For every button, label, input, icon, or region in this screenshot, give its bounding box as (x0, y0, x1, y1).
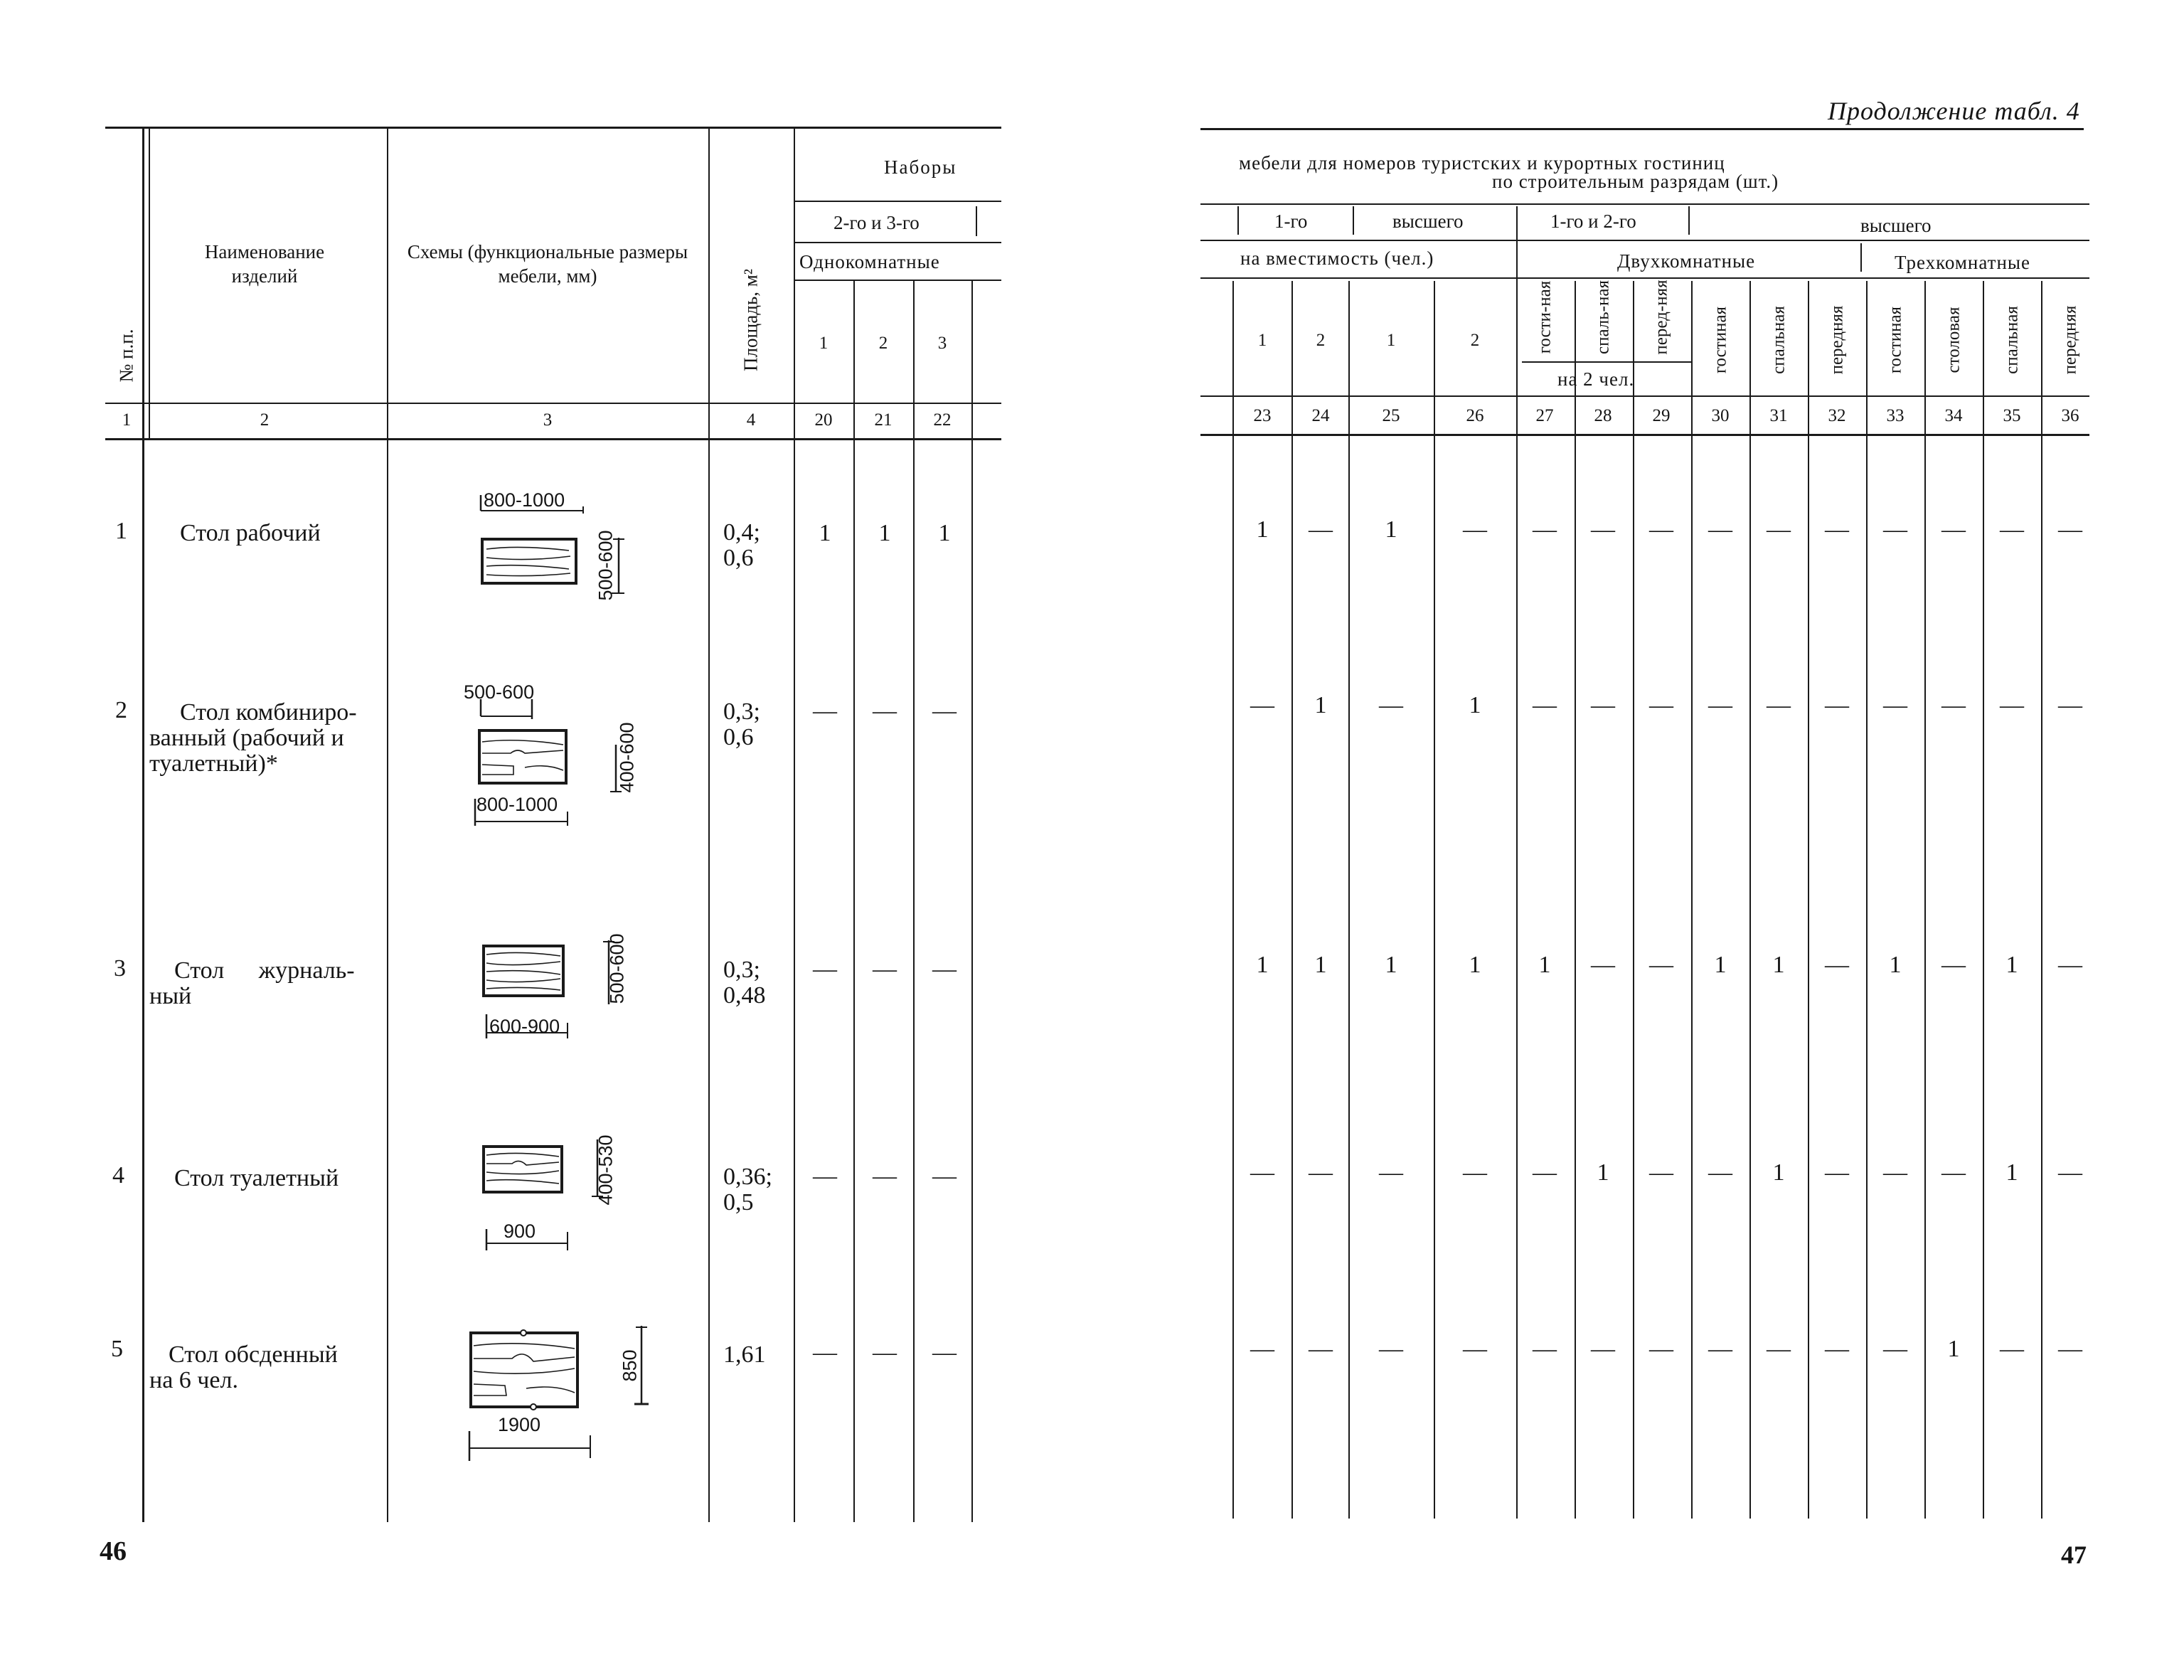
header-sub: 1 (819, 334, 829, 353)
right-cell: — (1533, 1159, 1557, 1186)
rule (1983, 281, 1984, 1519)
right-cell: — (1250, 1159, 1274, 1186)
row-num: 2 (115, 697, 127, 723)
rule (1688, 206, 1690, 235)
right-cell: — (1883, 516, 1907, 543)
row-name: Стол рабочий (180, 520, 321, 546)
continuation-label: Продолжение табл. 4 (1828, 97, 2080, 125)
rule (1232, 281, 1234, 1519)
rule (853, 281, 855, 1522)
sub-two-a: спаль-ная (1593, 280, 1613, 354)
dim-depth: 850 (619, 1349, 641, 1382)
row-name: Стол обсденный (169, 1341, 338, 1368)
right-cell: — (2058, 1159, 2082, 1186)
col-number: 25 (1382, 406, 1400, 425)
right-cell: — (1825, 1159, 1849, 1186)
right-cell: — (1941, 692, 1966, 718)
rule (1860, 243, 1862, 272)
right-cell: — (1941, 1159, 1966, 1186)
left-cell: 1 (938, 520, 951, 546)
rule (795, 242, 1001, 243)
col-number: 34 (1944, 406, 1963, 425)
col-number: 33 (1886, 406, 1905, 425)
right-cell: — (1591, 1336, 1615, 1362)
right-cell: — (1463, 1336, 1487, 1362)
rule (1200, 240, 2089, 241)
right-cell: — (1379, 1159, 1403, 1186)
right-cell: 1 (2005, 952, 2018, 978)
table-title-line2: по строительным разрядам (шт.) (1492, 171, 1779, 192)
header-sub: 2 (878, 334, 888, 353)
sub-two-a: перед-няя (1651, 280, 1671, 355)
col-number: 32 (1828, 406, 1846, 425)
rule (1866, 281, 1868, 1519)
rule (1575, 281, 1576, 1519)
left-cell: — (813, 1339, 837, 1366)
sub-two-b: передняя (1827, 305, 1847, 375)
right-cell: 1 (1597, 1159, 1609, 1186)
right-cell: 1 (1314, 952, 1327, 978)
right-cell: 1 (1772, 1159, 1785, 1186)
three-room-label: Трехкомнатные (1895, 252, 2031, 273)
grade-top-2: высшего (1860, 215, 1932, 236)
grade-1: 1-го (1274, 211, 1308, 232)
rule (1434, 281, 1435, 1519)
rule (795, 201, 1001, 202)
row-name: туалетный)* (149, 750, 278, 777)
rule (1200, 434, 2089, 436)
right-cell: 1 (1469, 692, 1481, 718)
for-two-label: на 2 чел. (1557, 368, 1635, 390)
dressing-table-drawing (469, 1137, 654, 1254)
row-name: Стол туалетный (174, 1165, 339, 1191)
col-number: 4 (746, 410, 756, 430)
rule (1924, 281, 1926, 1519)
rule (387, 128, 388, 1522)
header-col-scheme: Схемы (функциональные размеры мебели, мм) (407, 241, 688, 287)
dim-depth: 500-600 (606, 933, 628, 1004)
dim-depth: 500-600 (595, 530, 617, 601)
right-cell: — (1708, 1159, 1732, 1186)
row-num: 1 (115, 518, 127, 544)
left-cell: — (873, 698, 897, 724)
col-number: 29 (1652, 406, 1671, 425)
rule (913, 281, 915, 1522)
right-cell: — (1463, 1159, 1487, 1186)
rule (1200, 277, 2089, 279)
right-cell: 1 (2005, 1159, 2018, 1186)
right-cell: — (1767, 516, 1791, 543)
rule (1808, 281, 1809, 1519)
right-cell: — (1825, 516, 1849, 543)
two-room-label: Двухкомнатные (1617, 250, 1756, 272)
right-cell: — (1883, 692, 1907, 718)
header-col-area: Площадь, м² (740, 269, 762, 371)
sub-three: спальная (2002, 306, 2022, 374)
dim-width: 800-1000 (484, 489, 565, 511)
dim-width: 900 (504, 1221, 536, 1242)
rule (1200, 395, 2089, 397)
right-cell: — (1591, 952, 1615, 978)
header-sub: 3 (937, 334, 947, 353)
right-cell: — (1883, 1336, 1907, 1362)
dim-depth: 400-530 (595, 1134, 617, 1206)
right-cell: 1 (1714, 952, 1727, 978)
col-number: 23 (1253, 406, 1272, 425)
sub-two-b: гостиная (1710, 306, 1730, 374)
right-cell: 1 (1889, 952, 1902, 978)
col-number: 30 (1711, 406, 1730, 425)
rule (1200, 203, 2089, 205)
right-cell: — (1649, 516, 1673, 543)
right-cell: 1 (1385, 516, 1397, 543)
page-number-right: 47 (2061, 1541, 2087, 1569)
rule (149, 128, 150, 439)
right-cell: 1 (1385, 952, 1397, 978)
left-cell: — (932, 1339, 957, 1366)
left-cell: — (813, 698, 837, 724)
col-number: 28 (1594, 406, 1612, 425)
row-area: 0,3; (723, 698, 760, 725)
left-cell: — (932, 698, 957, 724)
dining-table-drawing (455, 1324, 668, 1467)
right-cell: — (2058, 952, 2082, 978)
sub-three: столовая (1944, 307, 1964, 373)
header-room-type: Однокомнатные (799, 251, 940, 272)
right-cell: 1 (1772, 952, 1785, 978)
right-cell: — (2058, 516, 2082, 543)
row-name: ный (149, 983, 192, 1009)
sub-two-a: гости-ная (1535, 280, 1555, 354)
col-number: 1 (122, 410, 132, 430)
rule (1200, 128, 2084, 130)
right-cell: — (1309, 516, 1333, 543)
sub-three: передняя (2060, 305, 2080, 375)
dim-depth: 400-600 (616, 722, 638, 793)
right-cell: — (1649, 952, 1673, 978)
row-name: на 6 чел. (149, 1367, 238, 1393)
row-num: 4 (112, 1162, 124, 1189)
rule (1633, 281, 1634, 1519)
right-cell: — (2058, 692, 2082, 718)
left-cell: — (932, 1163, 957, 1189)
right-cell: — (1941, 516, 1966, 543)
col-number: 27 (1535, 406, 1554, 425)
right-cell: — (1379, 692, 1403, 718)
rule (1749, 281, 1751, 1519)
grade-1-2: 1-го и 2-го (1550, 211, 1636, 232)
row-area: 0,4; (723, 519, 760, 546)
right-cell: 1 (1469, 952, 1481, 978)
rule (1691, 281, 1693, 1519)
table-title-line1: мебели для номеров туристских и курортных гостиниц (1239, 152, 1725, 174)
rule (105, 403, 1001, 404)
right-cell: — (1309, 1336, 1333, 1362)
right-cell: — (1767, 1336, 1791, 1362)
col-number: 35 (2003, 406, 2021, 425)
right-cell: — (1708, 516, 1732, 543)
right-cell: — (1825, 952, 1849, 978)
row-name: Стол комбиниро- (180, 699, 357, 725)
rule (2041, 281, 2042, 1519)
sub-three: гостиная (1885, 306, 1905, 374)
row-area: 0,6 (723, 724, 754, 750)
row-name: ванный (рабочий и (149, 725, 344, 751)
rule (708, 128, 710, 1522)
col-number: 3 (543, 410, 553, 430)
rule (976, 206, 977, 236)
row-area: 1,61 (723, 1341, 766, 1368)
rule (1237, 206, 1239, 235)
col-number: 21 (874, 410, 893, 430)
col-number: 2 (260, 410, 270, 430)
right-cell: — (1649, 1159, 1673, 1186)
left-cell: — (813, 956, 837, 982)
rule (971, 281, 973, 1522)
capacity-sub: 1 (1386, 331, 1396, 350)
right-cell: — (1708, 1336, 1732, 1362)
sub-two-b: спальная (1769, 306, 1789, 374)
header-col-name: Наименование изделий (204, 241, 325, 287)
header-col-num: № п.п. (115, 329, 137, 383)
dim-width: 500-600 (464, 681, 535, 703)
right-cell: 1 (1947, 1336, 1960, 1362)
rule (1291, 281, 1293, 1519)
right-cell: — (1825, 1336, 1849, 1362)
right-cell: — (1649, 1336, 1673, 1362)
left-cell: — (873, 1163, 897, 1189)
row-area: 0,48 (723, 982, 766, 1009)
right-cell: 1 (1314, 692, 1327, 718)
right-cell: — (1767, 692, 1791, 718)
row-area: 0,5 (723, 1189, 754, 1216)
right-cell: — (1649, 692, 1673, 718)
right-cell: — (2058, 1336, 2082, 1362)
right-cell: — (1941, 952, 1966, 978)
right-cell: — (1533, 516, 1557, 543)
right-cell: — (1250, 692, 1274, 718)
row-num: 3 (114, 955, 126, 982)
right-cell: — (1309, 1159, 1333, 1186)
capacity-sub: 1 (1257, 331, 1267, 350)
right-cell: — (1591, 516, 1615, 543)
right-cell: — (2000, 1336, 2024, 1362)
left-cell: — (813, 1163, 837, 1189)
capacity-sub: 2 (1470, 331, 1480, 350)
col-number: 36 (2061, 406, 2079, 425)
left-cell: — (932, 956, 957, 982)
right-cell: — (1708, 692, 1732, 718)
row-area: 0,36; (723, 1164, 772, 1190)
rule (794, 128, 795, 1522)
rule (105, 127, 1001, 129)
left-cell: — (873, 1339, 897, 1366)
left-cell: — (873, 956, 897, 982)
capacity-label: на вместимость (чел.) (1240, 248, 1434, 269)
right-cell: — (1591, 692, 1615, 718)
col-number: 24 (1311, 406, 1330, 425)
capacity-sub: 2 (1316, 331, 1326, 350)
rule (1522, 361, 1693, 363)
rule (1348, 281, 1350, 1519)
right-cell: — (1533, 1336, 1557, 1362)
header-grade: 2-го и 3-го (833, 212, 920, 233)
dim-width: 600-900 (489, 1016, 560, 1037)
page-number-left: 46 (100, 1536, 127, 1566)
rule (1353, 206, 1354, 235)
col-number: 26 (1466, 406, 1484, 425)
right-cell: 1 (1256, 952, 1269, 978)
col-number: 31 (1769, 406, 1788, 425)
work-table-drawing (469, 489, 654, 596)
col-number: 22 (933, 410, 952, 430)
right-cell: — (1883, 1159, 1907, 1186)
header-sets: Наборы (884, 156, 957, 178)
rule (105, 438, 1001, 440)
right-cell: — (2000, 692, 2024, 718)
right-cell: — (1379, 1336, 1403, 1362)
rule (795, 280, 1001, 281)
row-num: 5 (111, 1336, 123, 1362)
right-cell: — (1533, 692, 1557, 718)
dim-length: 800-1000 (476, 794, 558, 815)
rule (1516, 206, 1518, 1519)
right-cell: — (1463, 516, 1487, 543)
rule (142, 128, 144, 1522)
right-cell: — (2000, 516, 2024, 543)
right-cell: — (1250, 1336, 1274, 1362)
left-cell: 1 (878, 520, 891, 546)
right-cell: — (1825, 692, 1849, 718)
row-area: 0,6 (723, 545, 754, 571)
right-cell: 1 (1256, 516, 1269, 543)
left-cell: 1 (819, 520, 831, 546)
right-cell: 1 (1538, 952, 1551, 978)
col-number: 20 (814, 410, 833, 430)
row-area: 0,3; (723, 957, 760, 983)
row-name: Стол журналь- (174, 957, 355, 984)
grade-top: высшего (1392, 211, 1464, 232)
dim-length: 1900 (498, 1414, 541, 1435)
